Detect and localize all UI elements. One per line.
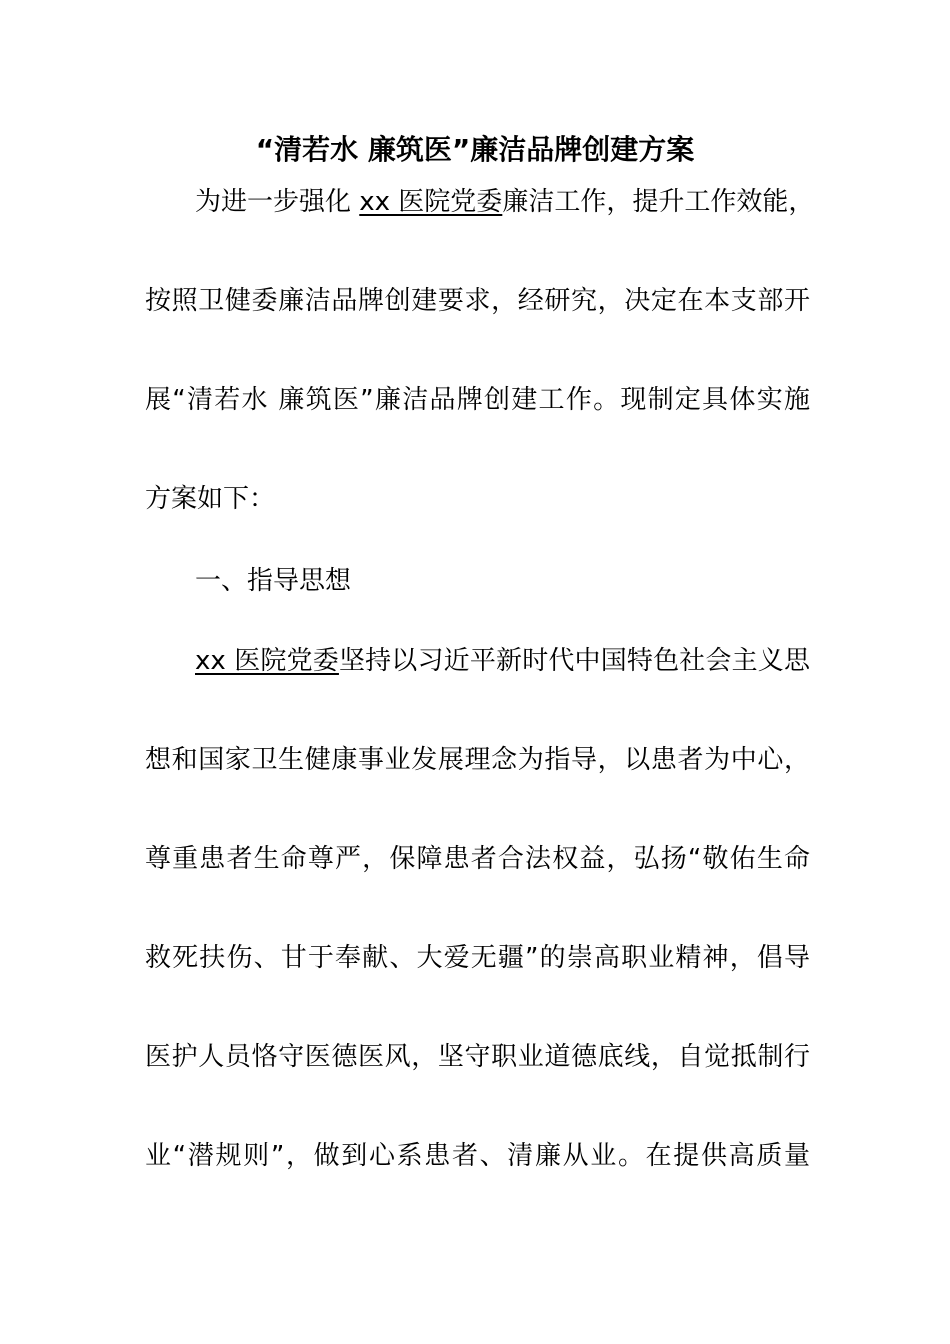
section-heading: 一、指导思想 [195, 566, 352, 596]
section-line-3: 尊重患者生命尊严，保障患者合法权益，弘扬“敬佑生命 [145, 844, 810, 874]
intro-line-4: 方案如下： [145, 484, 276, 514]
section-line-6: 业“潜规则”，做到心系患者、清廉从业。在提供高质量 [145, 1141, 810, 1171]
hospital-party-committee-2: xx 医院党委 [195, 646, 339, 676]
intro-line-3: 展“清若水 廉筑医”廉洁品牌创建工作。现制定具体实施 [145, 385, 810, 415]
hospital-party-committee: xx 医院党委 [359, 187, 503, 217]
section-line-2: 想和国家卫生健康事业发展理念为指导，以患者为中心， [145, 745, 810, 775]
intro-prefix: 为进一步强化 [195, 187, 360, 217]
section-line-5: 医护人员恪守医德医风，坚守职业道德底线，自觉抵制行 [145, 1042, 810, 1072]
section-line-1-text: 坚持以习近平新时代中国特色社会主义思 [338, 646, 810, 676]
intro-line-2: 按照卫健委廉洁品牌创建要求，经研究，决定在本支部开 [145, 286, 810, 316]
document-title: “清若水 廉筑医”廉洁品牌创建方案 [255, 133, 695, 166]
intro-line-1 [195, 182, 815, 222]
section-line-1 [195, 641, 810, 681]
intro-suffix: 廉洁工作，提升工作效能， [502, 187, 815, 217]
section-line-4: 救死扶伤、甘于奉献、大爱无疆”的崇高职业精神，倡导 [145, 943, 810, 973]
